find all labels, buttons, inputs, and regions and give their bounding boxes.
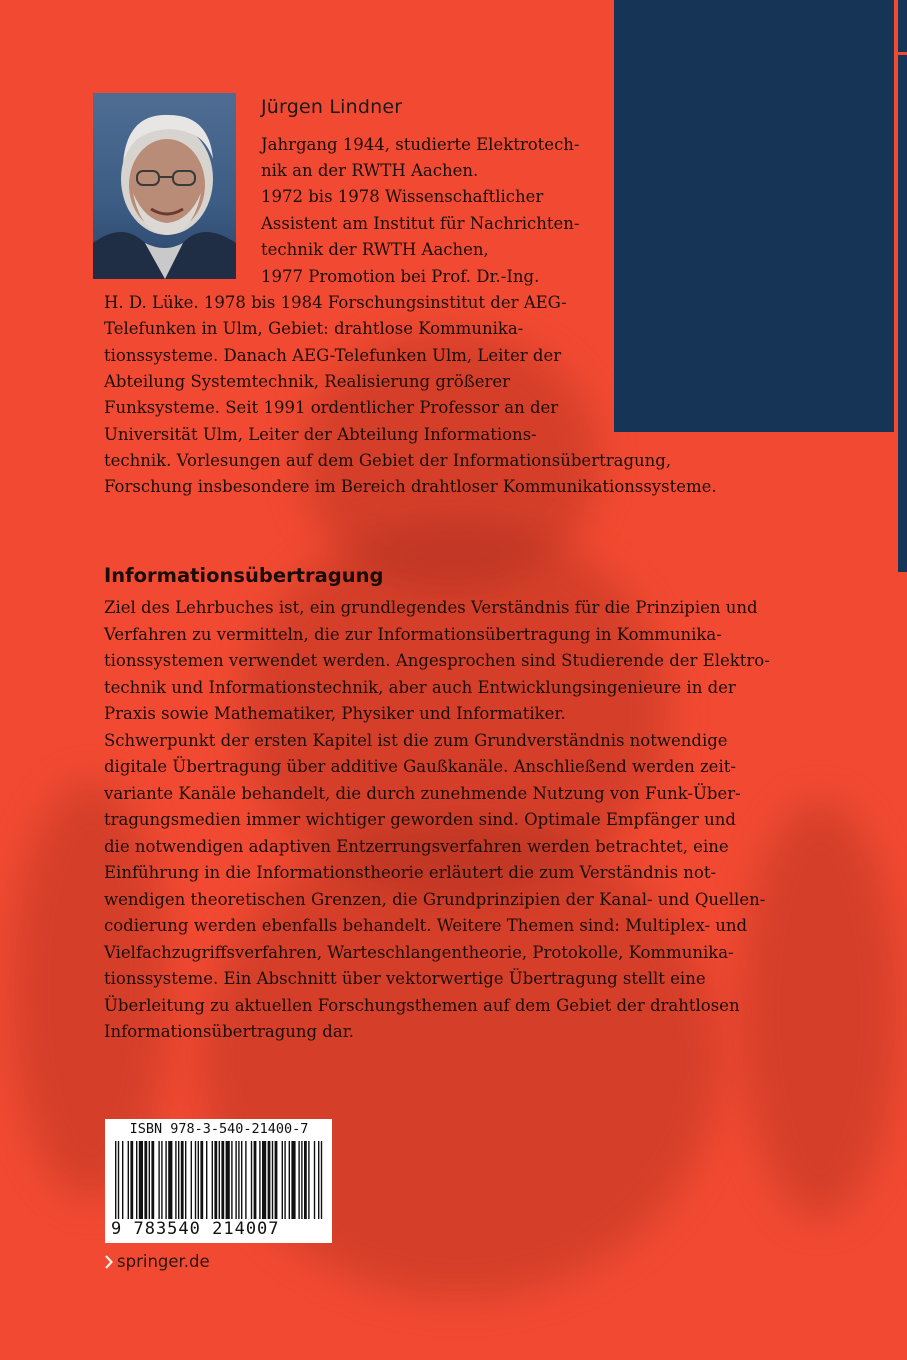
bio-line: 1977 Promotion bei Prof. Dr.-Ing.	[261, 267, 540, 286]
description-line: technik und Informationstechnik, aber auch Entwicklungsingenieure in der	[104, 678, 736, 697]
author-photo	[93, 93, 236, 279]
barcode-bar	[298, 1141, 299, 1219]
description-line: tionssystemen verwendet werden. Angesprochen sind Studierende der Elektro-	[104, 651, 770, 670]
barcode-bar	[185, 1141, 186, 1219]
description-line: Vielfachzugriffsverfahren, Warteschlangentheorie, Protokolle, Kommunika-	[104, 943, 734, 962]
spine-notch	[898, 52, 907, 55]
barcode-bar	[301, 1141, 302, 1219]
barcode-bar	[291, 1141, 295, 1219]
barcode-bar	[314, 1141, 315, 1219]
author-name: Jürgen Lindner	[261, 96, 403, 118]
description-line: Praxis sowie Mathematiker, Physiker und Informatiker.	[104, 704, 566, 723]
barcode-bar	[212, 1141, 213, 1219]
barcode-bar	[158, 1141, 159, 1219]
barcode-bar	[321, 1141, 322, 1219]
barcode-bar	[245, 1141, 246, 1219]
barcode-bar	[275, 1141, 278, 1219]
description-line: codierung werden ebenfalls behandelt. Weitere Themen sind: Multiplex- und	[104, 916, 748, 935]
barcode-bar	[318, 1141, 319, 1219]
bio-line: Assistent am Institut für Nachrichten-	[261, 214, 580, 233]
description-line: digitale Übertragung über additive Gaußkanäle. Anschließend werden zeit-	[104, 757, 736, 776]
barcode-bar	[254, 1141, 257, 1219]
bio-line: 1972 bis 1978 Wissenschaftlicher	[261, 187, 544, 206]
barcode-bar	[151, 1141, 154, 1219]
barcode-bar	[191, 1141, 192, 1219]
barcode-bar	[272, 1141, 273, 1219]
barcode-bar	[262, 1141, 266, 1219]
bio-line: nik an der RWTH Aachen.	[261, 161, 479, 180]
barcode-bar	[238, 1141, 239, 1219]
barcode-bar	[241, 1141, 242, 1219]
barcode-bar	[226, 1141, 230, 1219]
barcode-bar	[235, 1141, 236, 1219]
isbn-label: ISBN 978-3-540-21400-7	[129, 1121, 309, 1137]
barcode-bar	[115, 1141, 116, 1219]
description-line: die notwendigen adaptiven Entzerrungsverfahren werden betrachtet, eine	[104, 837, 729, 856]
barcode-bar	[200, 1141, 203, 1219]
barcode-bar	[175, 1141, 176, 1219]
description-line: variante Kanäle behandelt, die durch zunehmende Nutzung von Funk-Über-	[104, 784, 741, 803]
bio-line: Funksysteme. Seit 1991 ordentlicher Professor an der	[104, 398, 559, 417]
barcode-bar	[289, 1141, 290, 1219]
barcode-bar	[161, 1141, 162, 1219]
barcode-bar	[149, 1141, 150, 1219]
publisher-url: springer.de	[117, 1252, 210, 1271]
description-line: Informationsübertragung dar.	[104, 1022, 355, 1041]
barcode-bar	[168, 1141, 172, 1219]
barcode-bar	[284, 1141, 285, 1219]
barcode-bar	[251, 1141, 252, 1219]
barcode-bar	[165, 1141, 166, 1219]
barcode-bar	[136, 1141, 137, 1219]
bio-line: H. D. Lüke. 1978 bis 1984 Forschungsinstitut der AEG-	[104, 293, 567, 312]
barcode-bar	[221, 1141, 224, 1219]
barcode-bar	[231, 1141, 232, 1219]
bio-line: technik. Vorlesungen auf dem Gebiet der Informationsübertragung,	[104, 451, 672, 470]
barcode-bar	[282, 1141, 283, 1219]
description-line: Ziel des Lehrbuches ist, ein grundlegendes Verständnis für die Prinzipien und	[104, 598, 758, 617]
description-line: Schwerpunkt der ersten Kapitel ist die zum Grundverständnis notwendige	[104, 731, 728, 750]
barcode-bar	[195, 1141, 196, 1219]
background-shape	[740, 800, 900, 1220]
barcode-bar	[198, 1141, 199, 1219]
description-line: Überleitung zu aktuellen Forschungsthemen auf dem Gebiet der drahtlosen	[104, 996, 740, 1015]
navy-color-block	[614, 0, 894, 432]
barcode-bar	[181, 1141, 184, 1219]
barcode-bar	[139, 1141, 143, 1219]
barcode-bar	[118, 1141, 119, 1219]
bio-line: Forschung insbesondere im Bereich drahtloser Kommunikationssysteme.	[104, 477, 717, 496]
spine-divider-line	[894, 0, 898, 572]
description-line: tionssysteme. Ein Abschnitt über vektorwertige Übertragung stellt eine	[104, 969, 706, 988]
bio-line: Jahrgang 1944, studierte Elektrotech-	[261, 135, 580, 154]
barcode-bar	[304, 1141, 307, 1219]
isbn-barcode	[105, 1119, 332, 1243]
book-title: Informationsübertragung	[104, 564, 384, 587]
bio-line: tionssysteme. Danach AEG-Telefunken Ulm, Leiter der	[104, 346, 562, 365]
chevron-right-icon	[105, 1255, 113, 1269]
description-line: Einführung in die Informationstheorie erläutert die zum Verständnis not-	[104, 863, 717, 882]
ean-digits: 9 783540 214007	[111, 1219, 329, 1239]
barcode-bar	[130, 1141, 133, 1219]
description-line: Verfahren zu vermitteln, die zur Informationsübertragung in Kommunika-	[104, 625, 722, 644]
barcode-bar	[128, 1141, 129, 1219]
barcode-bar	[206, 1141, 207, 1219]
description-line: tragungsmedien immer wichtiger geworden sind. Optimale Empfänger und	[104, 810, 736, 829]
barcode-bar	[144, 1141, 147, 1219]
bio-line: Abteilung Systemtechnik, Realisierung größerer	[104, 372, 511, 391]
barcode-bar	[214, 1141, 217, 1219]
author-portrait-icon	[93, 93, 236, 279]
barcode-bar	[178, 1141, 179, 1219]
barcode-bar	[122, 1141, 123, 1219]
bio-line: technik der RWTH Aachen,	[261, 240, 489, 259]
description-line: wendigen theoretischen Grenzen, die Grundprinzipien der Kanal- und Quellen-	[104, 890, 766, 909]
bio-line: Universität Ulm, Leiter der Abteilung Informations-	[104, 425, 537, 444]
barcode-bar	[219, 1141, 220, 1219]
publisher-link[interactable]	[105, 1252, 210, 1271]
bio-line: Telefunken in Ulm, Gebiet: drahtlose Kommunika-	[104, 319, 524, 338]
barcode-bar	[259, 1141, 260, 1219]
barcode-bar	[268, 1141, 271, 1219]
barcode-bar	[308, 1141, 309, 1219]
